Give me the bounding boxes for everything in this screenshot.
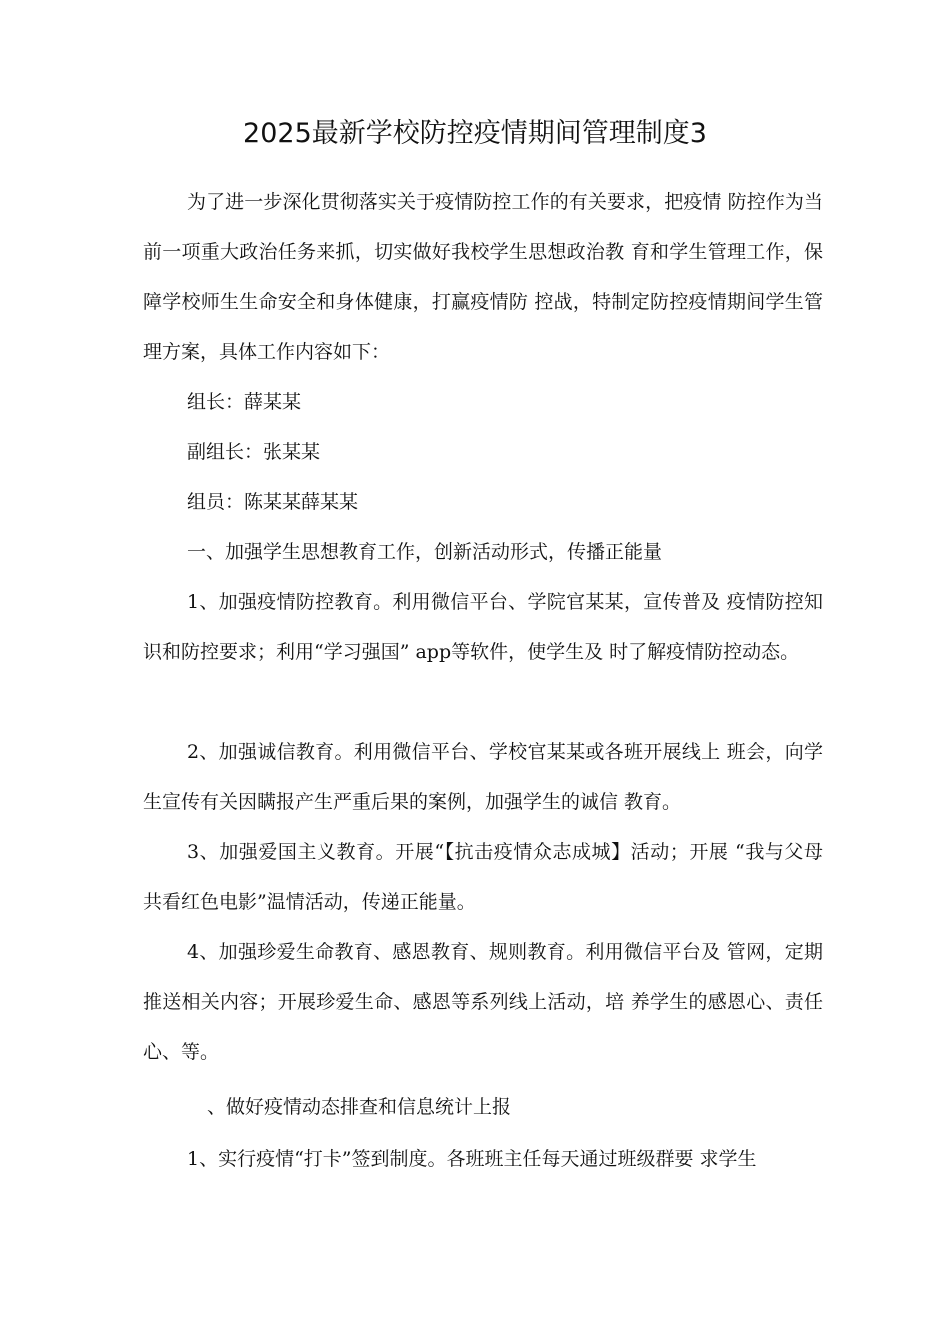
members-line: 组员：陈某某薛某某 [187,491,359,513]
item5-paragraph: 1、实行疫情“打卡”签到制度。各班班主任每天通过班级群要 求学生 [187,1148,757,1170]
item3-paragraph: 3、加强爱国主义教育。开展“【抗击疫情众志成城】活动；开展 “我与父母共看红色电影”温情活动，传递正能量。 [143,841,823,913]
section2-heading: 、做好疫情动态排查和信息统计上报 [207,1096,512,1118]
leader-line: 组长：薛某某 [187,391,302,413]
vice-leader-line: 副组长：张某某 [187,441,321,463]
intro-paragraph: 为了进一步深化贯彻落实关于疫情防控工作的有关要求，把疫情 防控作为当前一项重大政治任务来抓，切实做好我校学生思想政治教 育和学生管理工作，保障学校师生生命安全和身体健康，打赢疫情防 控战，特制定防控疫情期间学生管理方案，具体工作内容如下： [143,191,823,363]
section1-heading: 一、加强学生思想教育工作，创新活动形式，传播正能量 [187,541,663,563]
document-title: 2025最新学校防控疫情期间管理制度3 [243,118,707,149]
item4-paragraph: 4、加强珍爱生命教育、感恩教育、规则教育。利用微信平台及 管网，定期推送相关内容；开展珍爱生命、感恩等系列线上活动，培 养学生的感恩心、责任心、等。 [143,941,823,1063]
item2-paragraph: 2、加强诚信教育。利用微信平台、学校官某某或各班开展线上 班会，向学生宣传有关因瞒报产生严重后果的案例，加强学生的诚信 教育。 [143,741,823,813]
item1-paragraph: 1、加强疫情防控教育。利用微信平台、学院官某某，宣传普及 疫情防控知识和防控要求；利用“学习强国” app等软件，使学生及 时了解疫情防控动态。 [143,591,823,663]
